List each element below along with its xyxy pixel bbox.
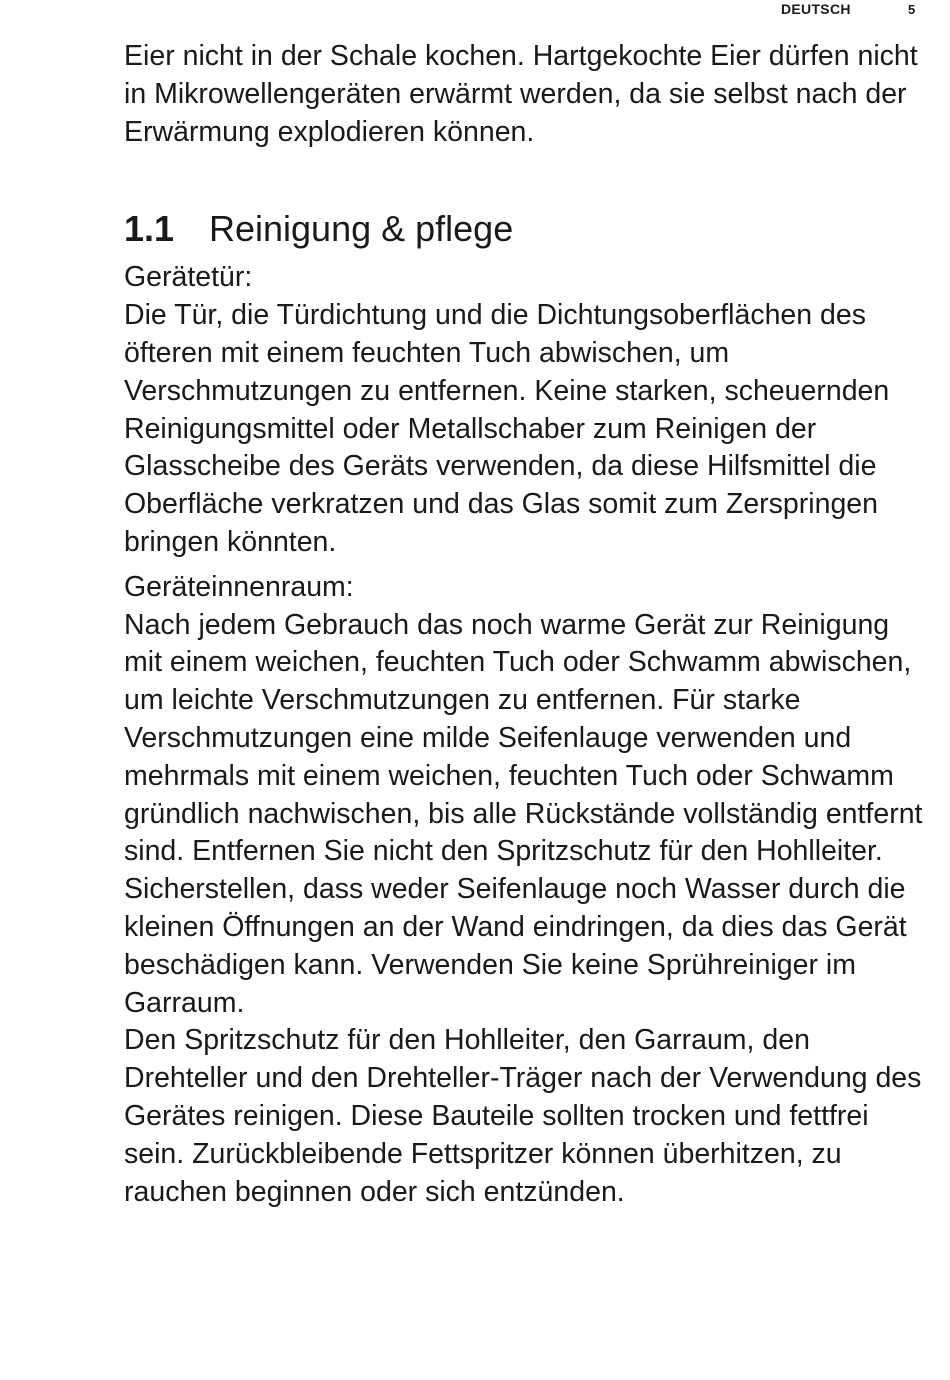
language-label: DEUTSCH xyxy=(781,1,851,17)
door-heading: Gerätetür: xyxy=(124,261,253,294)
page-content xyxy=(124,38,924,1211)
interior-paragraph-2: Den Spritzschutz für den Hohlleiter, den Garraum, den Drehteller und den Drehteller-Träger nach der Verwendung des Gerätes reinigen. Diese Bauteile sollten trocken und fettfrei sein. Zurückbleibende Fettspritzer können überhitzen, zu rauchen beginnen oder sich entzünden. xyxy=(124,1024,922,1208)
section-number: 1.1 xyxy=(124,208,175,250)
section-title: Reinigung & pflege xyxy=(209,208,514,250)
interior-paragraph: Nach jedem Gebrauch das noch warme Gerät zur Reinigung mit einem weichen, feuchten Tuch oder Schwamm abwischen, um leichte Verschmutzungen zu entfernen. Für starke Verschmutzungen eine milde Seifenlauge verwenden und mehrmals mit einem weichen, feuchten Tuch oder Schwamm gründlich nachwischen, bis alle Rückstände vollständig entfernt sind. Entfernen Sie nicht den Spritzschutz für den Hohlleiter. Sicherstellen, dass weder Seifenlauge noch Wasser durch die kleinen Öffnungen an der Wand eindringen, da dies das Gerät beschädigen kann. Verwenden Sie keine Sprühreiniger im Garraum. xyxy=(124,608,923,1019)
intro-paragraph: Eier nicht in der Schale kochen. Hartgekochte Eier dürfen nicht in Mikrowellengeräten erwärmt werden, da sie selbst nach der Erwärmung explodieren können. xyxy=(124,40,918,148)
interior-heading: Geräteinnenraum: xyxy=(124,570,354,603)
section-heading xyxy=(124,207,924,251)
page-header xyxy=(0,0,950,22)
door-paragraph: Die Tür, die Türdichtung und die Dichtungsoberflächen des öfteren mit einem feuchten Tuch abwischen, um Verschmutzungen zu entfernen. Keine starken, scheuernden Reinigungsmittel oder Metallschaber zum Reinigen der Glasscheibe des Geräts verwenden, da diese Hilfsmittel die Oberfläche verkratzen und das Glas somit zum Zerspringen bringen könnten. xyxy=(124,299,890,558)
page-number: 5 xyxy=(908,2,916,17)
